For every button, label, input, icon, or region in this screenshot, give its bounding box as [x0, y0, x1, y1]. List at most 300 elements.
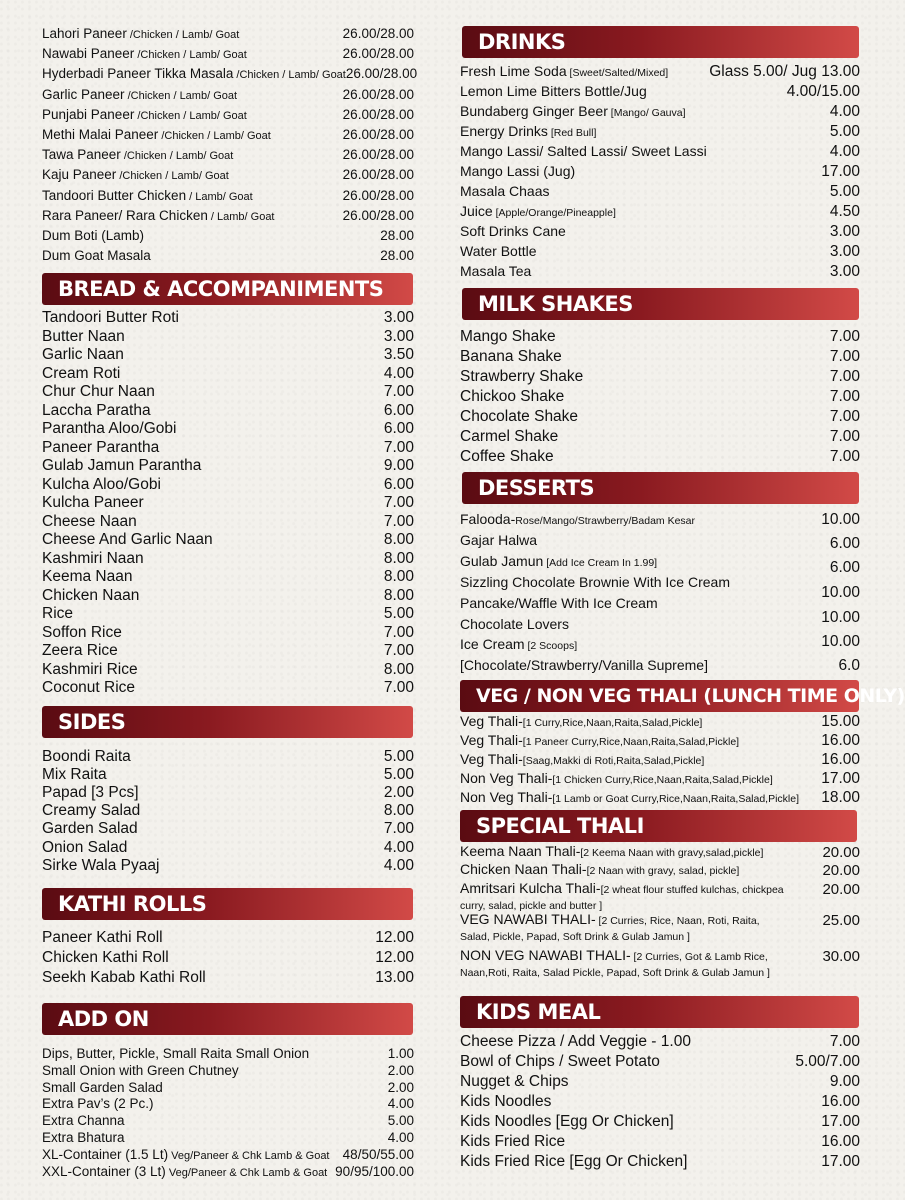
item-name	[42, 46, 247, 61]
menu-item	[460, 1093, 860, 1111]
item-note: [1 Chicken Curry,Rice,Naan,Raita,Salad,Pickle]	[552, 774, 773, 786]
item-note: [2 wheat flour stuffed kulchas, chickpea curry, salad, pickle and butter ]	[460, 884, 784, 912]
item-price: 7.00	[829, 448, 860, 465]
menu-item	[460, 657, 710, 673]
item-name: Keema Naan	[42, 568, 133, 585]
menu-item	[460, 532, 710, 548]
menu-item	[460, 123, 860, 141]
menu-item	[460, 428, 860, 446]
item-price: 8.00	[383, 660, 414, 678]
item-price: 6.0	[838, 657, 860, 674]
menu-item	[460, 881, 860, 913]
item-note: /Chicken / Lamb/ Goat	[120, 150, 234, 163]
menu-item	[460, 574, 730, 590]
item-name	[460, 511, 695, 527]
item-price: 4.00	[387, 1130, 414, 1145]
item-name-text: Veg Thali-	[460, 713, 523, 729]
menu-item	[460, 263, 860, 281]
item-name	[460, 203, 616, 219]
item-name-text: Rara Paneer/ Rara Chicken	[42, 207, 208, 223]
menu-item	[42, 531, 414, 549]
item-price: 7.00	[383, 494, 414, 511]
menu-item	[42, 969, 414, 987]
item-price: 2.00	[387, 1062, 414, 1078]
menu-item	[42, 26, 414, 41]
menu-item	[460, 368, 860, 386]
menu-item	[42, 784, 414, 802]
item-name-text: Chocolate Lovers	[460, 616, 569, 632]
item-name	[460, 732, 739, 748]
menu-item	[42, 208, 414, 223]
item-name	[460, 912, 790, 944]
item-price: 5.00	[383, 766, 414, 784]
item-name: Kulcha Paneer	[42, 494, 144, 511]
item-price: 4.00/15.00	[786, 83, 860, 100]
menu-item	[42, 949, 414, 967]
item-name-text: XL-Container (1.5 Lt)	[42, 1146, 169, 1162]
item-price: 6.00	[829, 559, 860, 576]
menu-item	[460, 770, 860, 788]
item-price: 26.00/28.00	[342, 147, 414, 163]
item-name: Coconut Rice	[42, 679, 136, 696]
item-name: Papad [3 Pcs]	[42, 784, 139, 802]
menu-item	[42, 457, 414, 475]
item-name: Chicken Naan	[42, 586, 140, 604]
item-price: 3.50	[383, 346, 414, 363]
item-name: Cheese Naan	[42, 512, 137, 530]
special-header: SPECIAL THALI	[460, 810, 857, 842]
item-price: 8.00	[383, 531, 414, 548]
item-price: 2.00	[387, 1079, 414, 1095]
item-name-text: Pancake/Waffle With Ice Cream	[460, 595, 658, 611]
item-price: 8.00	[383, 802, 414, 820]
item-name-text: Bundaberg Ginger Beer	[460, 103, 608, 119]
item-name	[42, 167, 229, 182]
item-price: 28.00	[380, 248, 414, 264]
item-name	[460, 532, 537, 548]
item-note: [1 Curry,Rice,Naan,Raita,Salad,Pickle]	[522, 717, 703, 729]
item-price: 13.00	[375, 969, 414, 986]
item-price: 20.00	[822, 862, 860, 879]
menu-item	[42, 748, 414, 766]
item-price: 15.00	[821, 713, 860, 730]
item-price: 7.00	[383, 679, 414, 696]
item-price: 4.00	[829, 103, 860, 120]
item-name-text: Gulab Jamun	[460, 553, 544, 569]
item-name	[42, 127, 271, 142]
item-price: 1.00	[387, 1046, 414, 1061]
item-name-text: Tawa Paneer	[42, 147, 121, 163]
item-name: Tandoori Butter Roti	[42, 309, 179, 326]
item-price: 10.00	[821, 609, 860, 626]
item-price: 6.00	[829, 535, 860, 552]
item-name: Cheese And Garlic Naan	[42, 531, 213, 548]
item-note: /Chicken / Lamb/ Goat	[134, 49, 247, 62]
menu-item	[42, 228, 414, 243]
item-price: 10.00	[821, 633, 860, 650]
menu-item	[42, 513, 414, 531]
menu-item	[42, 1046, 414, 1061]
item-price: 26.00/28.00	[342, 167, 414, 183]
item-name-text: Keema Naan Thali-	[460, 843, 581, 859]
item-name	[42, 87, 237, 102]
menu-item	[42, 127, 414, 142]
menu-item	[42, 309, 414, 327]
addon-header: ADD ON	[42, 1003, 413, 1035]
menu-item	[460, 1133, 860, 1151]
item-name: Masala Chaas	[460, 183, 550, 199]
menu-item	[42, 839, 414, 857]
menu-item	[460, 636, 710, 652]
menu-item	[460, 183, 860, 201]
menu-item	[42, 46, 414, 61]
item-name	[460, 751, 704, 767]
item-price: 7.00	[829, 408, 860, 425]
item-name: Paneer Kathi Roll	[42, 929, 163, 946]
item-note: Veg/Paneer & Chk Lamb & Goat	[165, 1166, 328, 1179]
menu-item	[460, 595, 710, 611]
menu-item	[42, 1096, 414, 1111]
item-price: 28.00	[380, 228, 414, 243]
menu-item	[460, 328, 860, 346]
item-name-text: Kaju Paneer	[42, 167, 117, 183]
menu-item	[42, 1113, 414, 1128]
menu-item	[460, 553, 710, 569]
item-price: 17.00	[821, 163, 860, 180]
item-price: 17.00	[821, 1153, 860, 1170]
menu-item	[42, 929, 414, 947]
item-note: / Lamb/ Goat	[207, 210, 275, 223]
item-price: 16.00	[821, 732, 860, 749]
item-note: [Mango/ Gauva]	[607, 107, 686, 119]
item-name	[460, 616, 569, 632]
item-price: 7.00	[383, 642, 414, 659]
item-name	[460, 881, 790, 913]
menu-item	[42, 383, 414, 401]
item-name: Strawberry Shake	[460, 368, 584, 385]
menu-item	[460, 448, 860, 466]
item-price: 17.00	[821, 770, 860, 787]
item-price: 90/95/100.00	[335, 1163, 414, 1179]
item-price: 6.00	[383, 401, 414, 419]
item-price: 4.50	[829, 203, 860, 220]
item-name	[460, 636, 577, 652]
menu-item	[42, 1080, 414, 1095]
item-name: Garden Salad	[42, 820, 138, 838]
item-price: 3.00	[383, 327, 414, 345]
item-price: 5.00	[383, 748, 414, 765]
drinks-header: DRINKS	[462, 26, 859, 58]
item-name	[42, 147, 233, 162]
menu-item	[460, 511, 710, 527]
item-price: 3.00	[383, 309, 414, 326]
kids-header: KIDS MEAL	[460, 996, 859, 1028]
menu-item	[42, 1147, 414, 1162]
item-name: Kids Fried Rice [Egg Or Chicken]	[460, 1153, 688, 1170]
menu-item	[460, 63, 860, 81]
item-name: Extra Bhatura	[42, 1130, 125, 1145]
item-name: Chicken Kathi Roll	[42, 949, 169, 966]
item-name: Gulab Jamun Parantha	[42, 457, 202, 474]
menu-item	[460, 388, 860, 406]
item-name-text: Veg Thali-	[460, 732, 523, 748]
menu-item	[460, 948, 860, 980]
menu-item	[42, 661, 414, 679]
item-name: Zeera Rice	[42, 642, 118, 659]
item-price: 4.00	[383, 856, 414, 874]
menu-item	[460, 408, 860, 426]
item-note: [2 Curries, Rice, Naan, Roti, Raita, Salad, Pickle, Papad, Soft Drink & Gulab Jamun ]	[460, 915, 760, 943]
menu-item	[42, 802, 414, 820]
item-note: [1 Paneer Curry,Rice,Naan,Raita,Salad,Pickle]	[522, 736, 740, 748]
item-price: 18.00	[821, 789, 860, 806]
item-name: Extra Pav’s (2 Pc.)	[42, 1096, 154, 1112]
item-name: Dum Boti (Lamb)	[42, 228, 145, 243]
item-note: /Chicken / Lamb/ Goat	[124, 89, 238, 102]
menu-item	[42, 766, 414, 784]
item-name	[460, 123, 596, 139]
item-name: Mix Raita	[42, 766, 107, 784]
item-name	[42, 1147, 330, 1162]
menu-item	[42, 624, 414, 642]
item-name: Kulcha Aloo/Gobi	[42, 475, 161, 493]
item-name-text: Fresh Lime Soda	[460, 63, 567, 79]
menu-item	[42, 1063, 414, 1078]
menu-item	[460, 713, 860, 731]
item-name	[460, 63, 668, 79]
item-name: Cream Roti	[42, 364, 121, 382]
item-name: Creamy Salad	[42, 802, 141, 820]
item-note: Veg/Paneer & Chk Lamb & Goat	[168, 1149, 330, 1162]
menu-item	[460, 862, 860, 879]
item-price: 20.00	[822, 844, 860, 861]
item-name	[42, 26, 239, 41]
item-name-text: Chicken Naan Thali-	[460, 861, 587, 877]
item-price: 3.00	[829, 263, 860, 280]
item-name: Seekh Kabab Kathi Roll	[42, 969, 206, 986]
item-name: Banana Shake	[460, 348, 562, 365]
item-name: Water Bottle	[460, 243, 537, 259]
menu-item	[42, 1164, 414, 1179]
item-price: 26.00/28.00	[342, 207, 414, 223]
item-price: 26.00/28.00	[342, 26, 414, 41]
item-name-text: Gajar Halwa	[460, 532, 538, 548]
item-price: 4.00	[383, 364, 414, 382]
item-name	[42, 208, 275, 223]
menu-item	[460, 163, 860, 181]
item-name: Small Onion with Green Chutney	[42, 1062, 239, 1078]
menu-item	[42, 587, 414, 605]
item-name: Mango Lassi (Jug)	[460, 163, 576, 179]
menu-item	[460, 143, 860, 161]
item-name-text: Lahori Paneer	[42, 26, 127, 41]
item-price: 5.00	[383, 605, 414, 622]
item-name	[42, 188, 253, 203]
menu-item	[460, 1113, 860, 1131]
item-note: /Chicken / Lamb/ Goat	[233, 69, 346, 82]
item-price: 16.00	[821, 1133, 860, 1150]
menu-item	[42, 66, 418, 82]
item-name: Soft Drinks Cane	[460, 223, 566, 239]
item-note: [Saag,Makki di Roti,Raita,Salad,Pickle]	[522, 755, 705, 767]
item-name-text: Sizzling Chocolate Brownie With Ice Cream	[460, 574, 730, 590]
item-note: [Add Ice Cream In 1.99]	[543, 557, 658, 569]
item-price: 26.00/28.00	[345, 66, 418, 82]
item-note: [2 Scoops]	[524, 640, 578, 652]
item-price: 7.00	[383, 820, 414, 838]
menu-item	[42, 568, 414, 586]
item-price: 12.00	[375, 929, 414, 946]
item-name: Dum Goat Masala	[42, 248, 151, 264]
item-price: 10.00	[821, 584, 860, 601]
menu-item	[42, 476, 414, 494]
item-note: [Red Bull]	[547, 127, 597, 139]
menu-item	[42, 107, 414, 122]
sides-header: SIDES	[42, 706, 413, 738]
item-name: Kids Fried Rice	[460, 1133, 566, 1150]
item-price: 25.00	[822, 912, 860, 929]
item-price: 26.00/28.00	[342, 127, 414, 142]
item-name-text: Garlic Paneer	[42, 86, 125, 102]
item-name	[460, 574, 730, 590]
menu-item	[460, 751, 860, 769]
menu-item	[42, 494, 414, 512]
item-name-text: Juice	[460, 203, 493, 219]
item-name: Mango Lassi/ Salted Lassi/ Sweet Lassi	[460, 143, 707, 159]
item-name-text: [Chocolate/Strawberry/Vanilla Supreme]	[460, 657, 708, 673]
item-price: 8.00	[383, 549, 414, 567]
menu-item	[460, 1153, 860, 1171]
menu-item	[42, 402, 414, 420]
thali-header: VEG / NON VEG THALI (LUNCH TIME ONLY)	[460, 680, 859, 712]
item-name-text: Non Veg Thali-	[460, 789, 553, 805]
item-price: 4.00	[383, 838, 414, 856]
item-name	[460, 657, 708, 673]
item-name: Soffon Rice	[42, 623, 122, 641]
item-name-text: Nawabi Paneer	[42, 46, 135, 62]
item-name-text: Punjabi Paneer	[42, 106, 135, 122]
item-name: Kids Noodles [Egg Or Chicken]	[460, 1113, 674, 1130]
item-name-text: Falooda-	[460, 511, 516, 527]
menu-item	[42, 1130, 414, 1145]
item-name-text: NON VEG NAWABI THALI-	[460, 947, 631, 963]
item-price: 3.00	[829, 223, 860, 240]
item-price: 9.00	[829, 1073, 860, 1090]
item-name: Cheese Pizza / Add Veggie - 1.00	[460, 1033, 691, 1050]
item-name: Bowl of Chips / Sweet Potato	[460, 1053, 660, 1070]
item-price: 8.00	[383, 568, 414, 585]
menu-item	[460, 1053, 860, 1071]
item-note: [Sweet/Salted/Mixed]	[566, 67, 669, 79]
menu-item	[460, 616, 710, 632]
item-price: 7.00	[829, 428, 860, 445]
menu-item	[42, 87, 414, 102]
item-name-text: Ice Cream	[460, 636, 525, 652]
item-price: 17.00	[821, 1113, 860, 1130]
item-name-text: Methi Malai Paneer	[42, 127, 159, 142]
item-name: Chocolate Shake	[460, 408, 579, 425]
desserts-header: DESSERTS	[462, 472, 859, 504]
item-note: Rose/Mango/Strawberry/Badam Kesar	[515, 515, 696, 527]
item-price: 26.00/28.00	[342, 106, 414, 122]
item-price: 3.00	[829, 243, 860, 260]
menu-item	[460, 83, 860, 101]
item-price: 30.00	[822, 948, 860, 965]
item-price: 12.00	[375, 949, 414, 966]
menu-item	[42, 820, 414, 838]
menu-item	[42, 420, 414, 438]
item-name-text: VEG NAWABI THALI-	[460, 911, 596, 927]
item-name-text: Tandoori Butter Chicken	[42, 187, 187, 203]
menu-item	[42, 188, 414, 203]
item-name: Masala Tea	[460, 263, 532, 279]
item-name-text: XXL-Container (3 Lt)	[42, 1163, 166, 1179]
item-price: 7.00	[383, 512, 414, 530]
item-price: 9.00	[383, 457, 414, 474]
item-price: 6.00	[383, 420, 414, 437]
item-name: Carmel Shake	[460, 428, 559, 445]
item-price: 7.00	[829, 368, 860, 385]
item-price: 16.00	[821, 751, 860, 768]
item-price: 7.00	[829, 1033, 860, 1050]
item-price: 26.00/28.00	[342, 86, 414, 102]
item-name: Onion Salad	[42, 838, 128, 856]
item-name: Laccha Paratha	[42, 401, 151, 419]
menu-item	[460, 732, 860, 750]
item-name-text: Amritsari Kulcha Thali-	[460, 880, 601, 896]
item-name: Nugget & Chips	[460, 1073, 569, 1090]
bread-header: BREAD & ACCOMPANIMENTS	[42, 273, 413, 305]
item-name: Kashmiri Rice	[42, 660, 138, 678]
item-name: Sirke Wala Pyaaj	[42, 856, 160, 874]
item-name	[460, 770, 773, 786]
menu-item	[42, 679, 414, 697]
shakes-header: MILK SHAKES	[462, 288, 859, 320]
menu-item	[460, 348, 860, 366]
item-name: Chickoo Shake	[460, 388, 565, 405]
item-name: Chur Chur Naan	[42, 383, 155, 400]
item-price: 26.00/28.00	[342, 46, 414, 62]
item-price: 4.00	[387, 1096, 414, 1112]
item-name: Small Garden Salad	[42, 1079, 163, 1095]
item-name	[460, 789, 799, 805]
item-name: Parantha Aloo/Gobi	[42, 420, 177, 437]
item-name	[460, 948, 790, 980]
item-price: 7.00	[829, 388, 860, 405]
item-price: 5.00	[829, 123, 860, 140]
item-name: Kids Noodles	[460, 1093, 552, 1110]
menu-item	[460, 1033, 860, 1051]
item-name: Butter Naan	[42, 327, 125, 345]
item-price: 5.00	[387, 1113, 414, 1129]
item-name: Rice	[42, 605, 74, 622]
menu-item	[42, 857, 414, 875]
item-name: Garlic Naan	[42, 346, 124, 363]
menu-item	[42, 439, 414, 457]
menu-item	[42, 167, 414, 182]
menu-item	[460, 243, 860, 261]
menu-item	[460, 844, 860, 861]
item-price: 4.00	[829, 143, 860, 160]
item-price: 5.00/7.00	[795, 1053, 860, 1070]
item-note: /Chicken / Lamb/ Goat	[158, 130, 271, 142]
item-name: Kashmiri Naan	[42, 549, 144, 567]
menu-item	[460, 203, 860, 221]
item-price: 16.00	[821, 1093, 860, 1110]
menu-item	[460, 223, 860, 241]
item-name: Paneer Parantha	[42, 438, 160, 456]
item-name: Mango Shake	[460, 328, 556, 345]
